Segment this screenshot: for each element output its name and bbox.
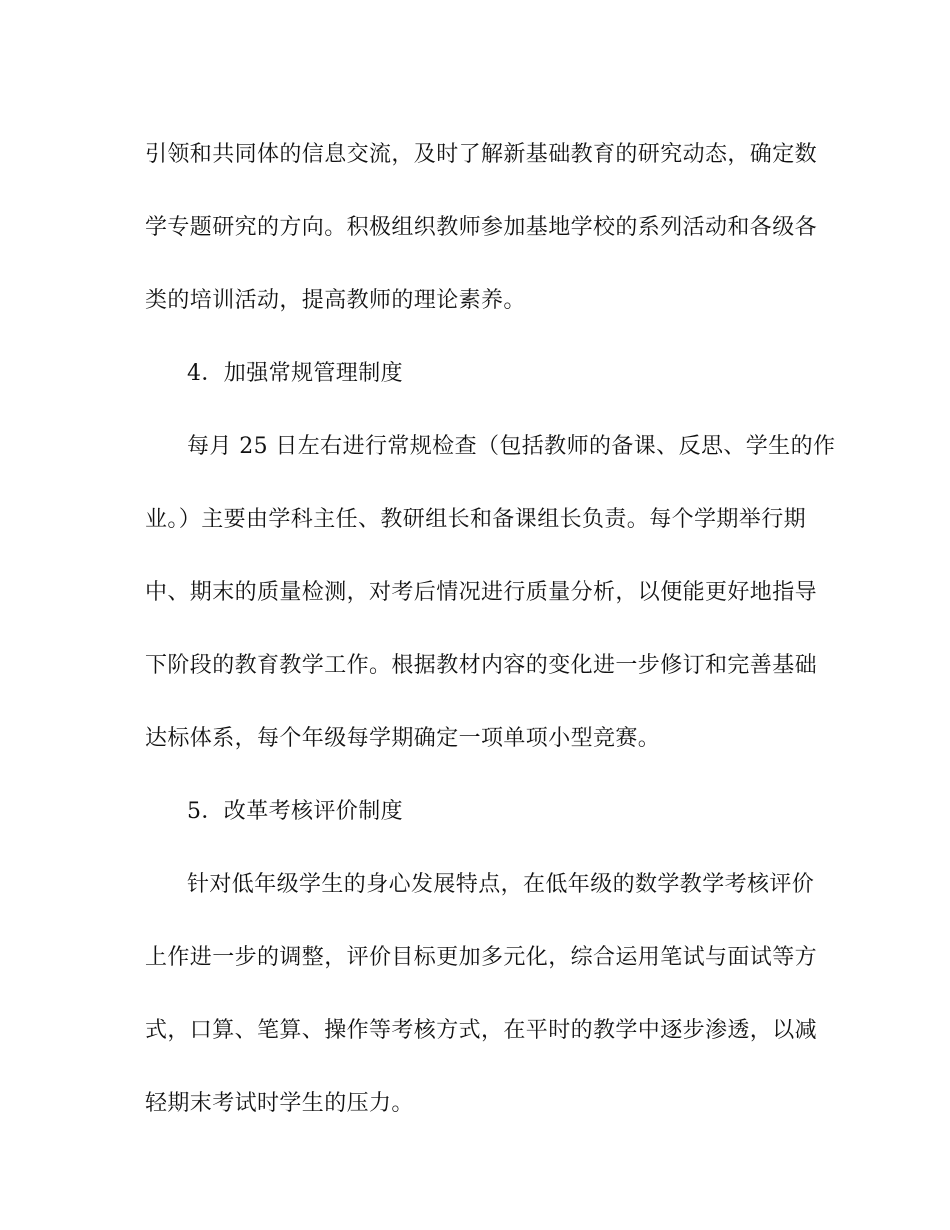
text-line: 轻期末考试时学生的压力。 — [145, 1091, 414, 1116]
text-line: 式，口算、笔算、操作等考核方式，在平时的教学中逐步渗透，以减 — [145, 1018, 818, 1043]
text-line: 上作进一步的调整，评价目标更加多元化，综合运用笔试与面试等方 — [145, 945, 818, 970]
document-body — [145, 118, 836, 1140]
text-line: 类的培训活动，提高教师的理论素养。 — [145, 288, 526, 313]
section-heading: 4．加强常规管理制度 — [187, 361, 403, 386]
text-line: 针对低年级学生的身心发展特点，在低年级的数学教学考核评价 — [187, 872, 815, 897]
text-line: 引领和共同体的信息交流，及时了解新基础教育的研究动态，确定数 — [145, 142, 818, 167]
text-line: 中、期末的质量检测，对考后情况进行质量分析，以便能更好地指导 — [145, 580, 818, 605]
section-heading: 5．改革考核评价制度 — [187, 799, 403, 824]
text-line: 业。）主要由学科主任、教研组长和备课组长负责。每个学期举行期 — [145, 507, 807, 532]
text-line: 学专题研究的方向。积极组织教师参加基地学校的系列活动和各级各 — [145, 215, 818, 240]
text-line: 下阶段的教育教学工作。根据教材内容的变化进一步修订和完善基础 — [145, 653, 818, 678]
text-line: 达标体系，每个年级每学期确定一项单项小型竞赛。 — [145, 726, 661, 751]
text-line: 每月 25 日左右进行常规检查（包括教师的备课、反思、学生的作 — [187, 434, 836, 459]
